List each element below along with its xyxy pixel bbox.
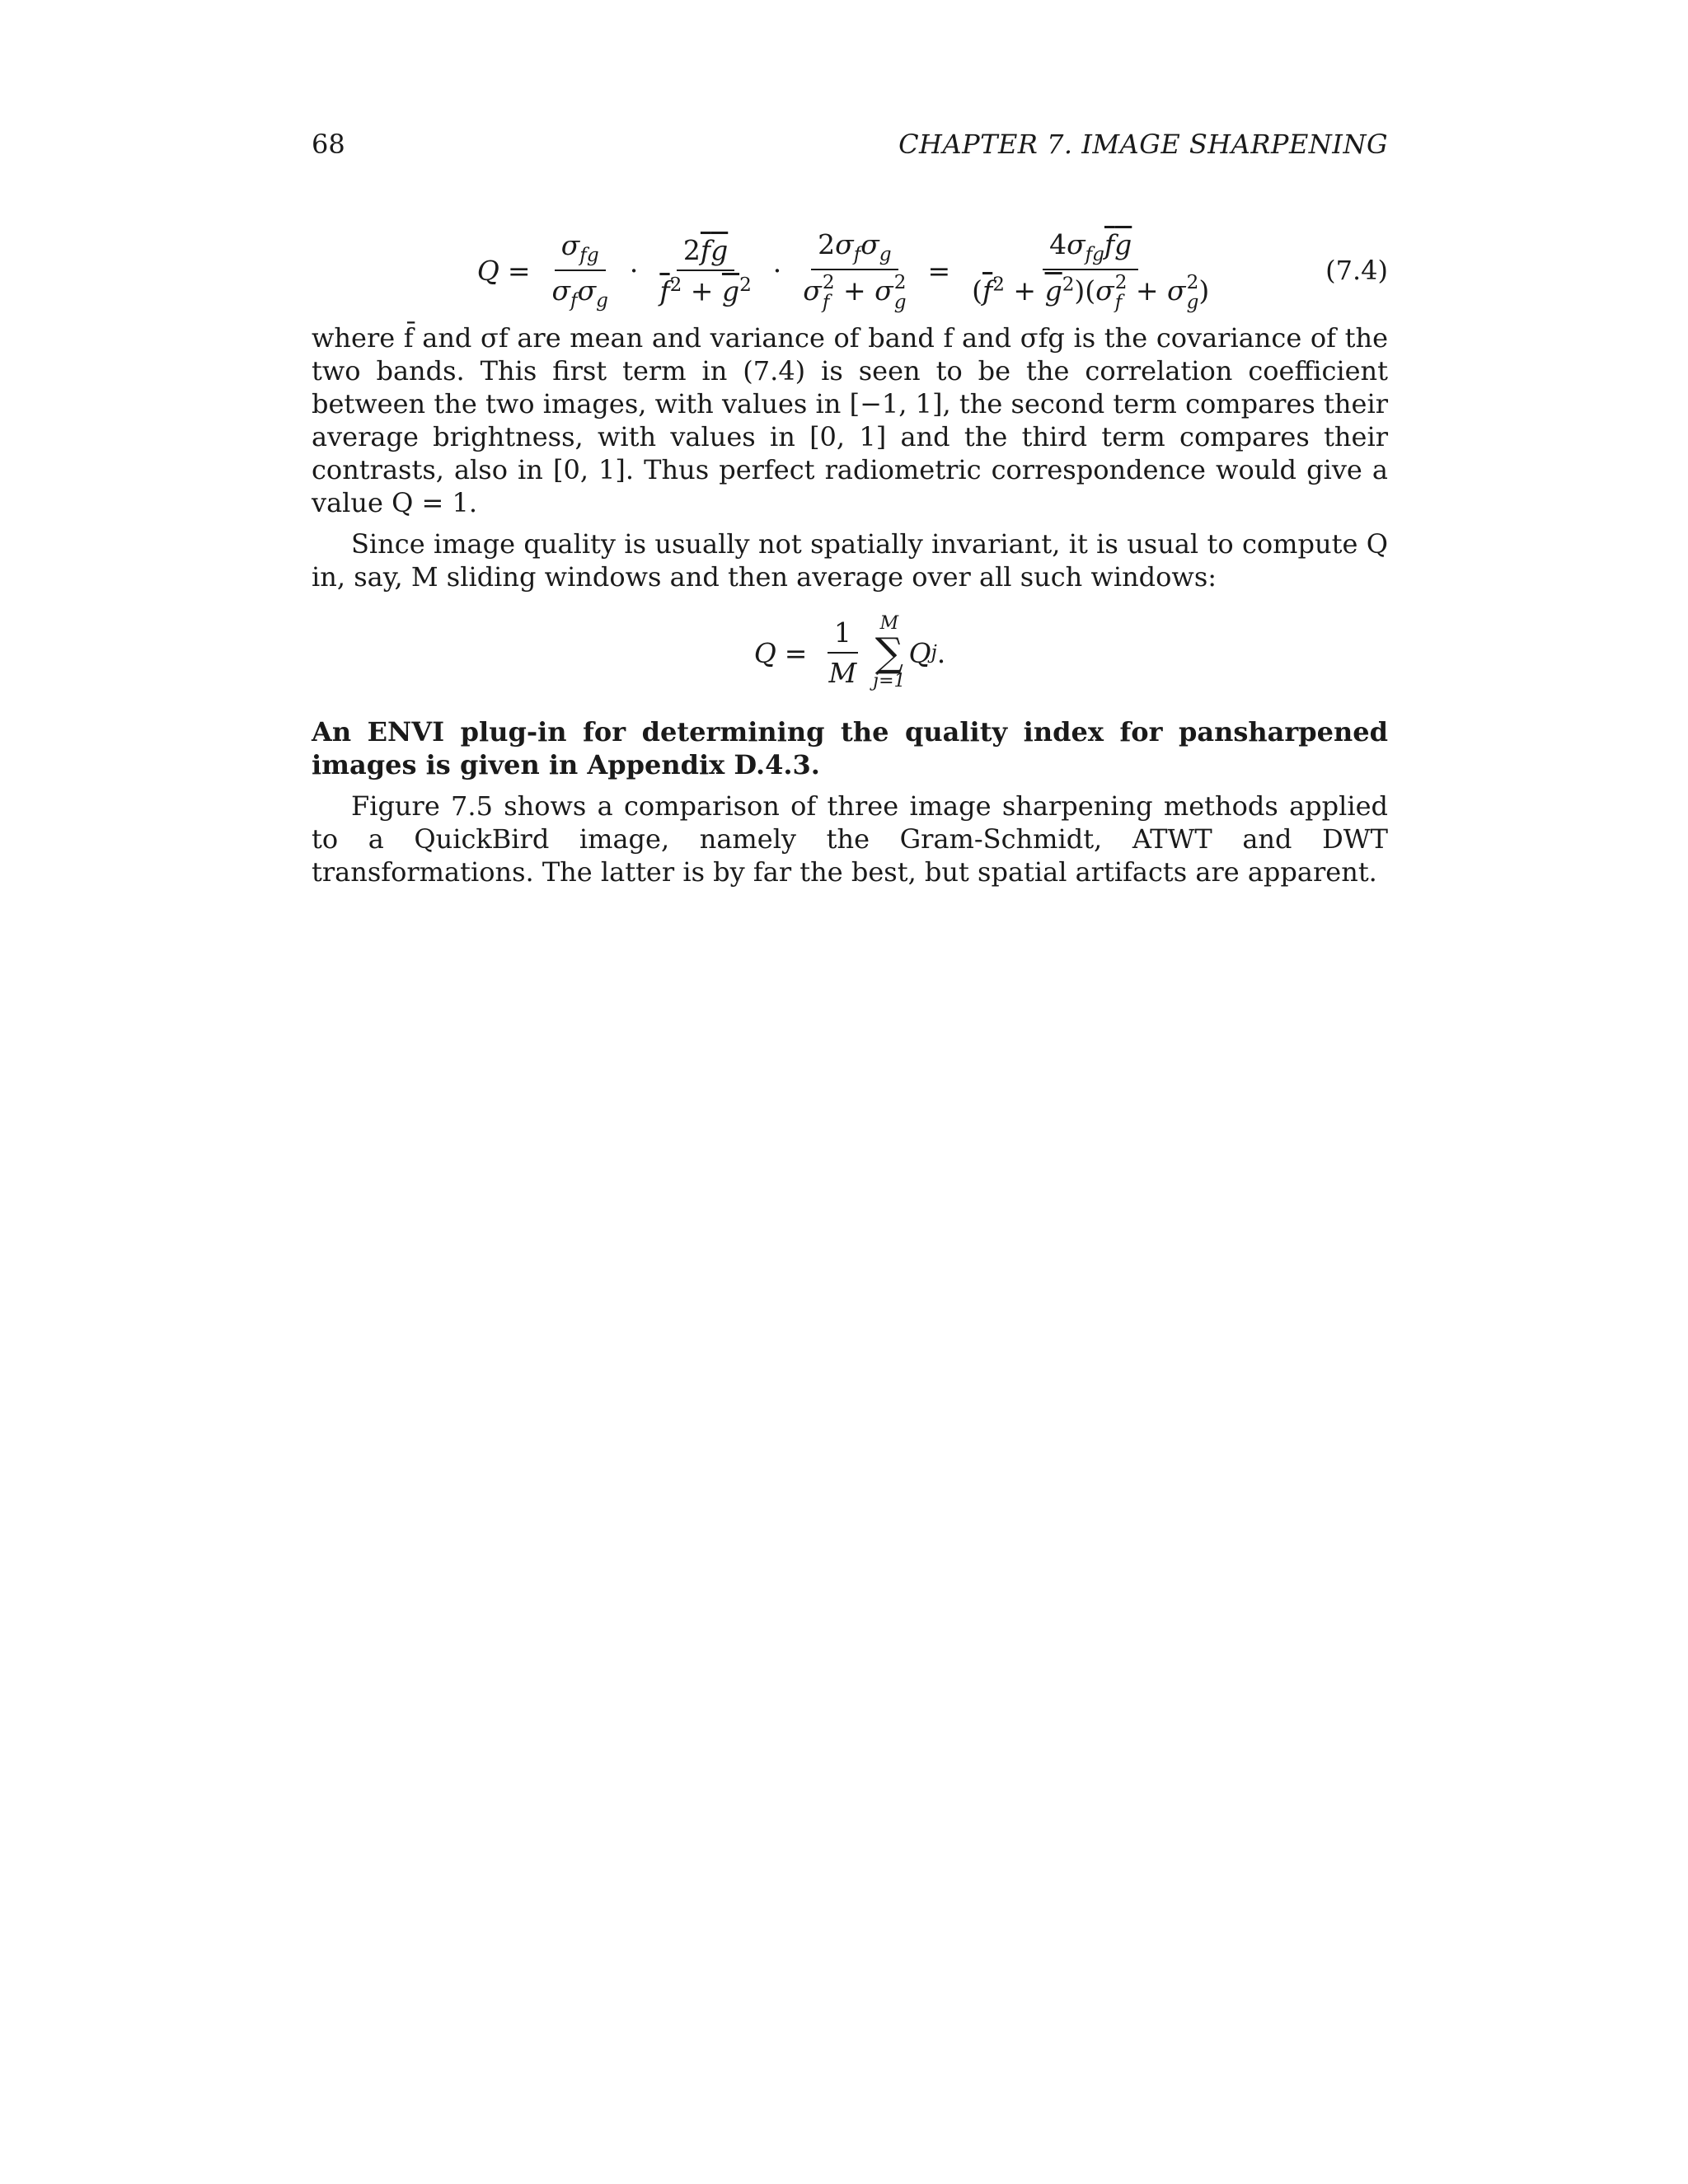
running-head: CHAPTER 7. IMAGE SHARPENING [898,129,1388,160]
page-body [312,228,1388,888]
page-number: 68 [312,129,345,160]
equation-average-q: Q = $\frac{1}{M}$ M ∑ j=1 Q j . [753,613,946,691]
summation-symbol: M ∑ j=1 [873,613,906,691]
fraction-correlation: $\frac{\sigma_{fg}}{\sigma_f\sigma_g}$ [551,228,608,312]
plugin-note: An ENVI plug-in for determining the quality index for pansharpened images is given in Appendix D.4.3. [312,716,1388,780]
fraction-contrast: $2\sigma_f\sigma_g$ σ 2 f + σ 2 g [803,228,907,313]
paragraph-figure-comparison: Figure 7.5 shows a comparison of three image sharpening methods applied to a QuickBird image, namely the Gram-Schmidt, ATWT and DWT transformations. The latter is by far the best, but spatial artifacts are apparent. [312,790,1388,888]
page-header [312,129,1388,165]
paragraph-sliding-windows: Since image quality is usually not spatially invariant, it is usual to compute Q in, say, M sliding windows and then average over all such windows: [312,528,1388,593]
fraction-combined: $4\sigma_{fg}\overline{f}\overline{g}$ $(\overline{f}^2 + \overline{g}^2)(\sigma$ 2 f + σ 2 g ) [972,228,1210,313]
fraction-brightness: $\frac{2\overline{f}\overline{g}}{\overline{f}^2 + \overline{g}^2}$ [659,233,752,307]
equation-number: (7.4) [1325,255,1388,286]
equation-quality-index: Q = $\frac{\sigma_{fg}}{\sigma_f\sigma_g}$ · $\frac{2\overline{f}\overline{g}}{\overline{f}^2 + \overline{g}^2}$ · $2\sigma_f\sigma_g$ σ 2 f + σ 2 g = $4\sigma_{fg}\overline{f}\overline{g}$ $(\overline{f}^2 + \overline{g}^2)(\sigma$ 2 f + σ 2 g ) (7.4) [476,228,1388,313]
fraction-one-over-m: $\frac{1}{M}$ [828,616,857,689]
paragraph-definitions: where f̄ and σf are mean and variance of band f and σfg is the covariance of the two bands. This first term in (7.4) is seen to be the correlation coefficient between the two images, with values in [−1, 1], the second term compares their average brightness, with values in [0, 1] and the third term compares their contrasts, also in [0, 1]. Thus perfect radiometric correspondence would give a value Q = 1. [312,322,1388,518]
